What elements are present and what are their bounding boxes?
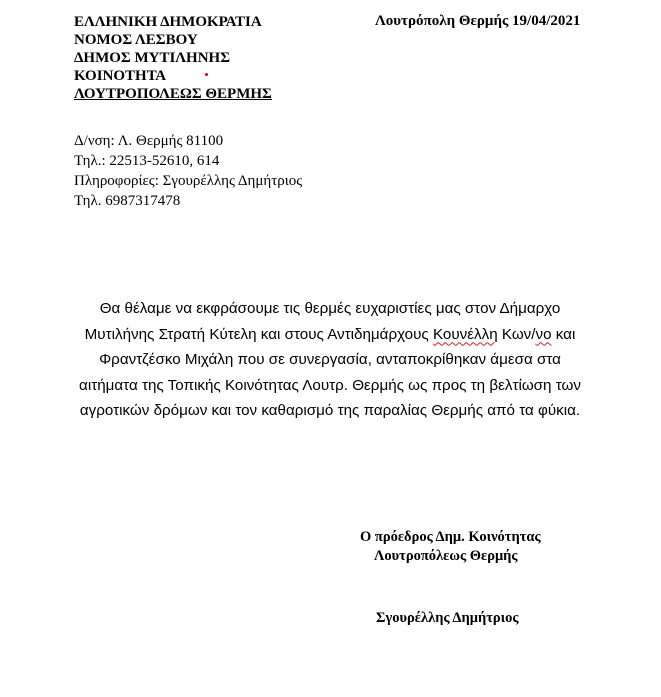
letterhead-line-republic: ΕΛΛΗΝΙΚΗ ΔΗΜΟΚΡΑΤΙΑ [74, 14, 262, 30]
letterhead-line-community-name: ΛΟΥΤΡΟΠΟΛΕΩΣ ΘΕΡΜΗΣ [74, 86, 272, 102]
spellcheck-word-no: νο [535, 325, 552, 343]
signature-title-line-1: Ο πρόεδρος Δημ. Κοινότητας [360, 529, 541, 545]
letterhead-line-municipality: ΔΗΜΟΣ ΜΥΤΙΛΗΝΗΣ [74, 50, 231, 66]
body-line-2-part-c: Κων/ [497, 325, 536, 343]
body-line-2-part-e: και [551, 325, 576, 343]
letter-body [20, 296, 640, 424]
signature-title [360, 528, 541, 566]
body-line-4: αιτήματα της Τοπικής Κοινότητας Λουτρ. Θερμής ως προς τη βελτίωση των [79, 376, 581, 394]
body-line-5: αγροτικών δρόμων και τον καθαρισμό της παραλίας Θερμής από τα φύκια. [79, 402, 581, 419]
letterhead-line-community: ΚΟΙΝΟΤΗΤΑ [74, 68, 167, 84]
letterhead [74, 13, 278, 103]
contact-mobile: Τηλ. 6987317478 [74, 193, 181, 209]
red-dot-mark [205, 73, 208, 76]
body-line-1: Θα θέλαμε να εκφράσουμε τις θερμές ευχαριστίες μας στον Δήμαρχο [99, 300, 561, 317]
body-line-2-part-a: Μυτιλήνης Στρατή Κύτελη και στους Αντιδημάρχους [84, 325, 433, 343]
contact-address: Δ/νση: Λ. Θερμής 81100 [74, 133, 224, 149]
signature-title-line-2: Λουτροπόλεως Θερμής [374, 548, 518, 564]
contact-block [74, 131, 302, 211]
signature-name: Σγουρέλλης Δημήτριος [376, 610, 519, 626]
contact-phone: Τηλ.: 22513-52610, 614 [74, 153, 220, 169]
body-line-3: Φραντζέσκο Μιχάλη που σε συνεργασία, ανταποκρίθηκαν άμεσα στα [99, 351, 561, 368]
place-date: Λουτρόπολη Θερμής 19/04/2021 [375, 13, 581, 29]
contact-info: Πληροφορίες: Σγουρέλλης Δημήτριος [74, 173, 303, 189]
spellcheck-word-kounelli: Κουνέλλη [432, 325, 498, 343]
body-line-2 [20, 322, 640, 348]
letterhead-line-prefecture: ΝΟΜΟΣ ΛΕΣΒΟΥ [74, 32, 198, 48]
